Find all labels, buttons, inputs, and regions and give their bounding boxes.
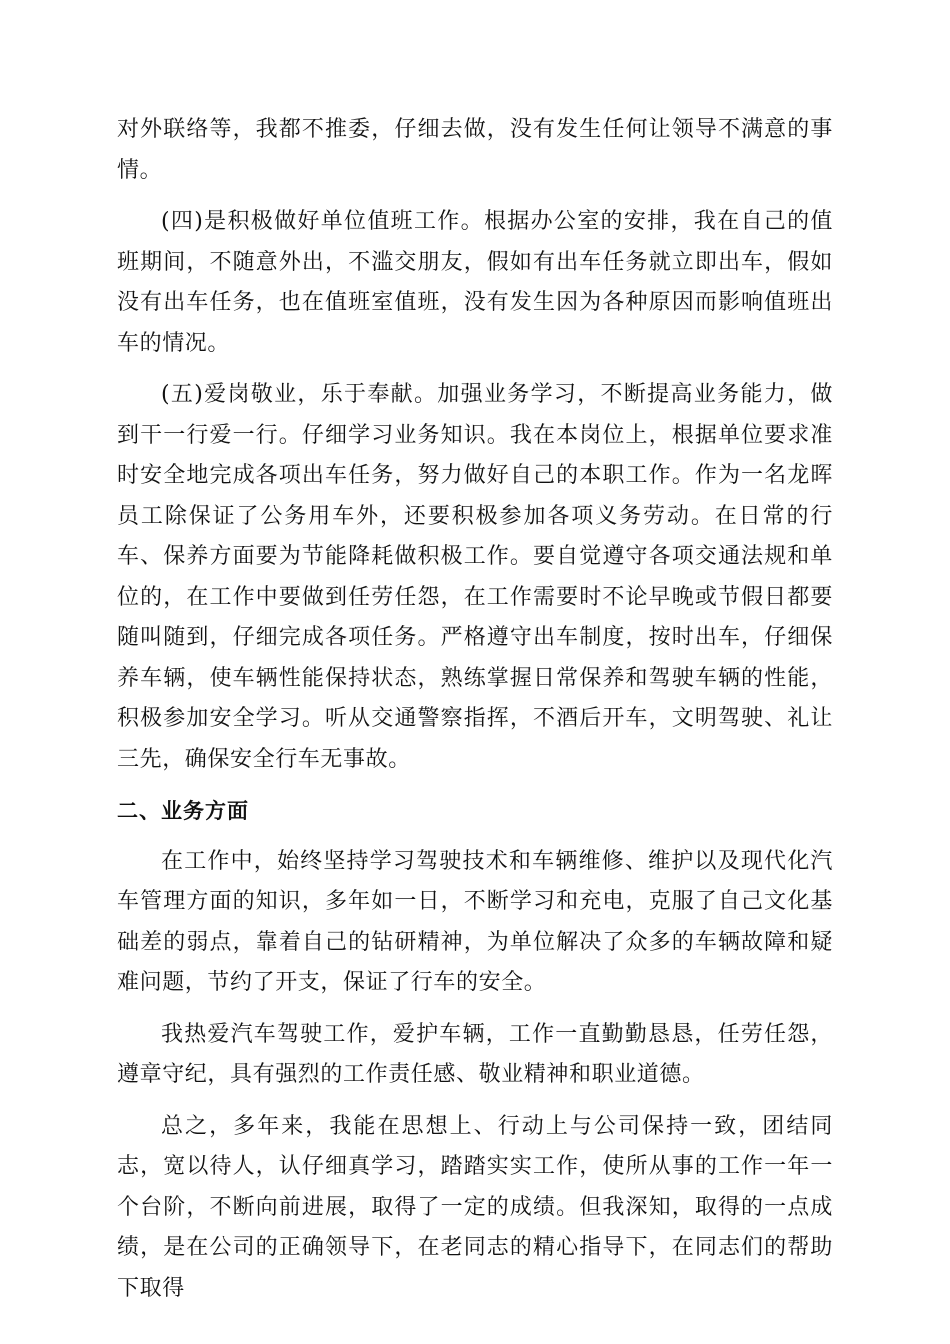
section-heading-business: 二、业务方面 — [117, 799, 249, 823]
paragraph-dedication: (五)爱岗敬业，乐于奉献。加强业务学习，不断提高业务能力，做到干一行爱一行。仔细学习业务知识。我在本岗位上，根据单位要求准时安全地完成各项出车任务，努力做好自己的本职工作。作为一名龙晖员工除保证了公务用车外，还要积极参加各项义务劳动。在日常的行车、保养方面要为节能降耗做积极工作。要自觉遵守各项交通法规和单位的，在工作中要做到任劳任怨，在工作需要时不论早晚或节假日都要随叫随到，仔细完成各项任务。严格遵守出车制度，按时出车，仔细保养车辆，使车辆性能保持状态，熟练掌握日常保养和驾驶车辆的性能，积极参加安全学习。听从交通警察指挥，不酒后开车，文明驾驶、礼让三先，确保安全行车无事故。 — [117, 382, 833, 772]
paragraph-business-learning: 在工作中，始终坚持学习驾驶技术和车辆维修、维护以及现代化汽车管理方面的知识，多年如一日，不断学习和充电，克服了自己文化基础差的弱点，靠着自己的钻研精神，为单位解决了众多的车辆故障和疑难问题，节约了开支，保证了行车的安全。 — [117, 848, 833, 995]
paragraph-duty-shift: (四)是积极做好单位值班工作。根据办公室的安排，我在自己的值班期间，不随意外出，不滥交朋友，假如有出车任务就立即出车，假如没有出车任务，也在值班室值班，没有发生因为各种原因而影响值班出车的情况。 — [117, 209, 833, 356]
paragraph-continuation: 对外联络等，我都不推委，仔细去做，没有发生任何让领导不满意的事情。 — [117, 117, 833, 183]
paragraph-work-attitude: 我热爱汽车驾驶工作，爱护车辆，工作一直勤勤恳恳，任劳任怨，遵章守纪，具有强烈的工作责任感、敬业精神和职业道德。 — [117, 1021, 833, 1087]
paragraph-summary: 总之，多年来，我能在思想上、行动上与公司保持一致，团结同志，宽以待人，认仔细真学习，踏踏实实工作，使所从事的工作一年一个台阶，不断向前进展，取得了一定的成绩。但我深知，取得的一点成绩，是在公司的正确领导下，在老同志的精心指导下，在同志们的帮助下取得 — [117, 1113, 833, 1301]
document-body — [117, 110, 833, 1320]
